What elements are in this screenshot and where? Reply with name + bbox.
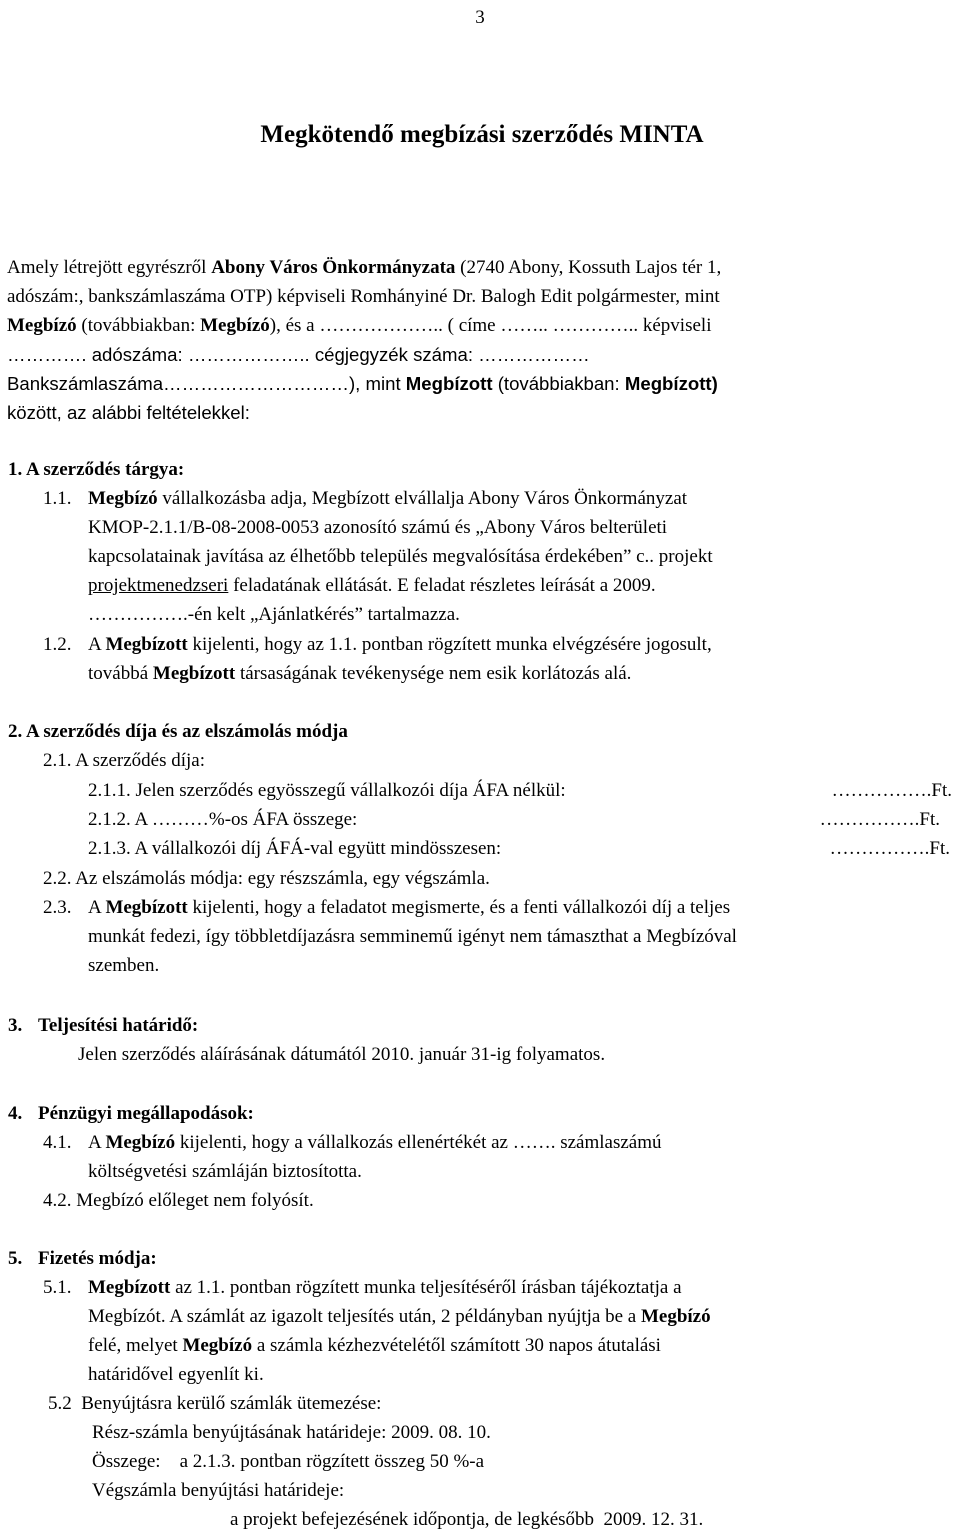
fee-value: …………….Ft. [829, 838, 950, 859]
party-role: Megbízó [640, 1306, 711, 1327]
section-heading: 1. A szerződés tárgya: [8, 459, 185, 480]
section-number: 3. [8, 1015, 23, 1036]
text: a számla kézhezvételétől számított 30 napos átutalási [252, 1335, 661, 1356]
party-role: Megbízó [88, 488, 158, 509]
paragraph-line [88, 630, 712, 659]
paragraph-line: …………….-én kelt „Ajánlatkérés” tartalmazza. [88, 604, 460, 625]
paragraph-line [88, 1128, 662, 1157]
fee-label: 2.1.2. A ………%-os ÁFA összege: [88, 809, 358, 830]
paragraph-line: 5.2 Benyújtásra kerülő számlák ütemezése: [48, 1393, 382, 1414]
party-role: Megbízó [7, 315, 77, 336]
intro-line: adószám:, bankszámlaszáma OTP) képviseli Romhányiné Dr. Balogh Edit polgármester, mint [7, 286, 720, 307]
party-role: Megbízott [88, 1277, 171, 1298]
paragraph-line: KMOP-2.1.1/B-08-2008-0053 azonosító számú és „Abony Város belterületi [88, 517, 668, 538]
party-role: Megbízott [105, 897, 188, 918]
text: A [88, 897, 106, 918]
paragraph-line: határidővel egyenlít ki. [88, 1364, 264, 1385]
section-number: 4. [8, 1103, 23, 1124]
paragraph-line [88, 1302, 711, 1331]
intro-line: között, az alábbi feltételekkel: [7, 402, 250, 423]
paragraph-line: szemben. [88, 955, 160, 976]
schedule-line: Rész-számla benyújtásának határideje: 2009. 08. 10. [92, 1422, 491, 1443]
party-role: Megbízó [105, 1132, 176, 1153]
paragraph-line [88, 484, 687, 513]
page-title: Megkötendő megbízási szerződés MINTA [260, 121, 704, 148]
party-role: Megbízott [152, 663, 236, 684]
section-heading: Fizetés módja: [38, 1248, 157, 1269]
party-role: Megbízó [200, 315, 270, 336]
text: feladatának ellátását. E feladat részletes leírását a 2009. [228, 575, 656, 596]
paragraph-line [88, 571, 656, 600]
text: ), és a ……………….. ( címe …….. ………….. képviseli [269, 315, 712, 336]
fee-label: 2.1.3. A vállalkozói díj ÁFÁ-val együtt mindösszesen: [88, 838, 502, 859]
schedule-line: a projekt befejezésének időpontja, de legkésőbb 2009. 12. 31. [230, 1509, 704, 1530]
item-number: 5.1. [43, 1277, 72, 1298]
text: Megbízót. A számlát az igazolt teljesítés után, 2 példányban nyújtja be a [88, 1306, 641, 1327]
page-number: 3 [475, 7, 485, 28]
paragraph-line: 2.1. A szerződés díja: [43, 750, 205, 771]
paragraph-line [88, 1331, 661, 1360]
fee-label: 2.1.1. Jelen szerződés egyösszegű vállalkozói díja ÁFA nélkül: [88, 780, 566, 801]
text: Bankszámlaszáma…………………………), mint [7, 373, 406, 394]
paragraph-line: költségvetési számláján biztosította. [88, 1161, 362, 1182]
paragraph-line [88, 893, 730, 922]
fee-value: …………….Ft. [819, 809, 940, 830]
intro-line: …………. adószáma: ……………….. cégjegyzék száma: ……………… [7, 344, 590, 365]
text: kijelenti, hogy a feladatot megismerte, és a fenti vállalkozói díj a teljes [187, 897, 731, 918]
text: (továbbiakban: [76, 315, 201, 336]
text: (továbbiakban: [492, 373, 625, 394]
text: kijelenti, hogy a vállalkozás ellenértékét az ……. számlaszámú [175, 1132, 662, 1153]
paragraph-line: Jelen szerződés aláírásának dátumától 2010. január 31-ig folyamatos. [78, 1044, 606, 1065]
paragraph-line [88, 1273, 682, 1302]
item-number: 2.3. [43, 897, 72, 918]
text: Amely létrejött egyrészről [7, 257, 212, 278]
party-role: Megbízott [105, 634, 188, 655]
party-role: Megbízott [405, 373, 493, 394]
section-heading: Teljesítési határidő: [38, 1015, 199, 1036]
schedule-line: Végszámla benyújtási határideje: [92, 1480, 345, 1501]
party-role: Megbízó [182, 1335, 253, 1356]
text: felé, melyet [88, 1335, 183, 1356]
intro-line [7, 253, 721, 282]
text: továbbá [88, 663, 153, 684]
paragraph-line: 2.2. Az elszámolás módja: egy részszámla, egy végszámla. [43, 868, 490, 889]
paragraph-line [88, 659, 631, 688]
underlined-term: projektmenedzseri [88, 575, 229, 596]
paragraph-line: kapcsolatainak javítása az élhetőbb település megvalósítása érdekében” c.. projekt [88, 546, 713, 567]
party-role: Megbízott) [624, 373, 718, 394]
fee-value: …………….Ft. [831, 780, 952, 801]
paragraph-line: 4.2. Megbízó előleget nem folyósít. [43, 1190, 314, 1211]
intro-line [7, 369, 718, 398]
text: kijelenti, hogy az 1.1. pontban rögzített munka elvégzésére jogosult, [187, 634, 712, 655]
party-name: Abony Város Önkormányzata [211, 257, 456, 278]
item-number: 1.1. [43, 488, 72, 509]
intro-line [7, 311, 711, 340]
text: A [88, 634, 106, 655]
section-heading: 2. A szerződés díja és az elszámolás módja [8, 721, 348, 742]
text: vállalkozásba adja, Megbízott elvállalja Abony Város Önkormányzat [157, 488, 688, 509]
text: társaságának tevékenysége nem esik korlátozás alá. [235, 663, 632, 684]
section-heading: Pénzügyi megállapodások: [38, 1103, 254, 1124]
schedule-line: Összege: a 2.1.3. pontban rögzített összeg 50 %-a [92, 1451, 485, 1472]
section-number: 5. [8, 1248, 23, 1269]
item-number: 4.1. [43, 1132, 72, 1153]
text: A [88, 1132, 106, 1153]
item-number: 1.2. [43, 634, 72, 655]
paragraph-line: munkát fedezi, így többletdíjazásra semminemű igényt nem támaszthat a Megbízóval [88, 926, 737, 947]
text: az 1.1. pontban rögzített munka teljesítéséről írásban tájékoztatja a [170, 1277, 682, 1298]
text: (2740 Abony, Kossuth Lajos tér 1, [455, 257, 722, 278]
